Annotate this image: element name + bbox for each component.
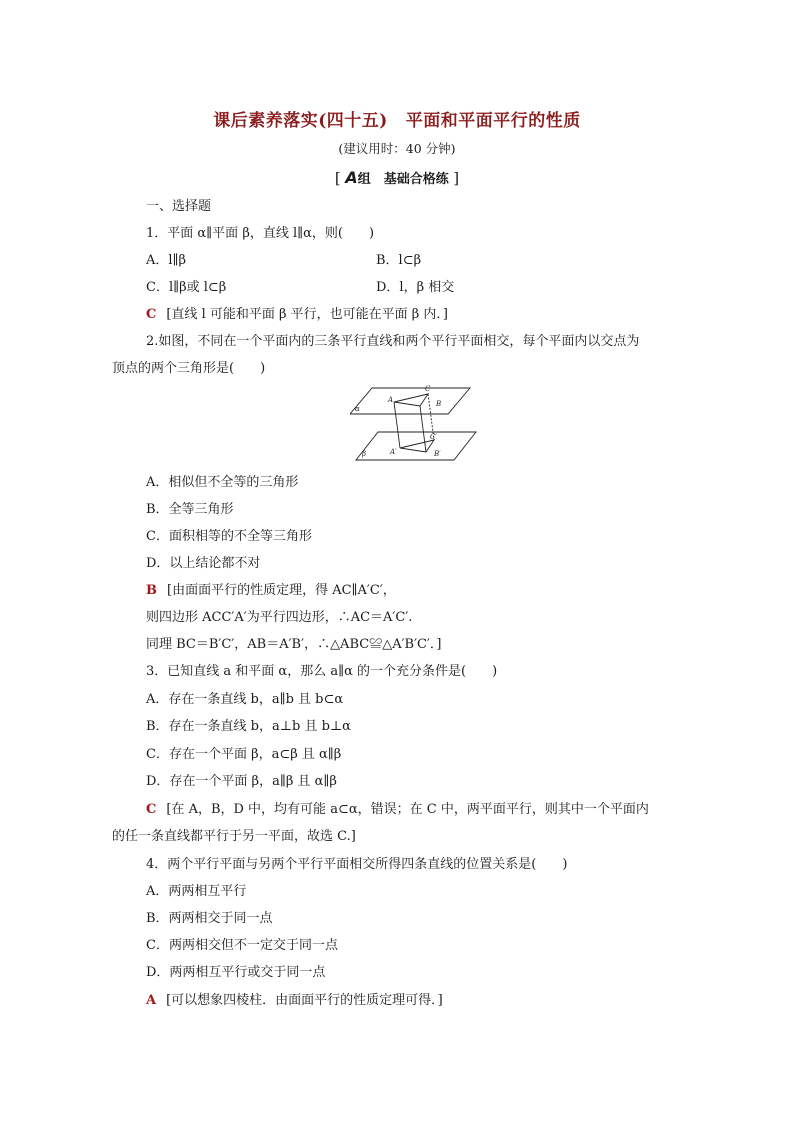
q4-explanation: [可以想象四棱柱．由面面平行的性质定理可得．]	[166, 993, 443, 1008]
q1-explanation: [直线 l 可能和平面 β 平行，也可能在平面 β 内．]	[166, 307, 448, 322]
title-main: 课后素养落实(四十五)	[213, 111, 388, 131]
label-b: B	[436, 400, 442, 408]
q1-answer-line	[146, 306, 448, 324]
q2-explanation-line3: 同理 BC＝B′C′，AB＝A′B′，∴△ABC≌△A′B′C′．]	[146, 637, 442, 652]
q1-stem: 1．平面 α∥平面 β，直线 l∥α，则( )	[146, 226, 375, 241]
plane-beta	[356, 432, 476, 460]
q3-explanation-line1: [在 A，B，D 中，均有可能 a⊂α，错误；在 C 中，两平面平行，则其中一个平面内	[166, 802, 649, 817]
q3-option-a: A．存在一条直线 b，a∥b 且 b⊂α	[146, 692, 344, 707]
q3-option-b: B．存在一条直线 b，a⊥b 且 b⊥α	[146, 719, 351, 734]
q2-option-d: D．以上结论都不对	[146, 556, 261, 571]
triangle-abc	[394, 394, 428, 406]
q3-option-c: C．存在一个平面 β，a⊂β 且 α∥β	[146, 747, 342, 762]
label-a1: A′	[390, 448, 397, 456]
q2-option-a: A．相似但不全等的三角形	[146, 475, 299, 490]
label-c1: C′	[430, 433, 437, 441]
q4-answer-line	[146, 992, 443, 1010]
q2-answer: B	[146, 583, 157, 598]
q1-option-a: A．l∥β	[146, 253, 187, 268]
q3-answer: C	[146, 802, 157, 817]
q1-option-d: D．l，β 相交	[376, 280, 455, 295]
page-title	[0, 106, 794, 131]
line-bb1	[420, 406, 426, 452]
q3-stem: 3．已知直线 a 和平面 α，那么 a∥α 的一个充分条件是( )	[146, 664, 498, 679]
q1-answer: C	[146, 307, 157, 322]
q4-option-d: D．两两相互平行或交于同一点	[146, 965, 326, 980]
q3-option-d: D．存在一个平面 β，a∥β 且 α∥β	[146, 774, 337, 789]
plane-alpha	[350, 388, 470, 414]
q4-option-c: C．两两相交但不一定交于同一点	[146, 938, 338, 953]
label-alpha: α	[355, 405, 360, 413]
q4-answer: A	[146, 993, 157, 1008]
section-heading: 一、选择题	[146, 199, 212, 214]
q2-answer-line	[146, 582, 396, 600]
q1-option-b: B．l⊂β	[376, 253, 422, 268]
q4-stem: 4．两个平行平面与另两个平行平面相交所得四条直线的位置关系是( )	[146, 857, 568, 872]
line-aa1	[394, 402, 400, 448]
label-beta: β	[362, 450, 367, 458]
q2-option-b: B．全等三角形	[146, 502, 234, 517]
parallel-planes-figure	[350, 380, 484, 466]
q1-option-c: C．l∥β或 l⊂β	[146, 280, 227, 295]
suggested-time: (建议用时：40 分钟)	[338, 141, 456, 156]
q2-stem-line2: 顶点的两个三角形是( )	[112, 361, 266, 376]
q2-explanation-line2: 则四边形 ACC′A′为平行四边形，∴AC＝A′C′.	[146, 610, 413, 625]
q4-option-a: A．两两相互平行	[146, 884, 247, 899]
q3-answer-line	[146, 801, 649, 819]
q3-explanation-line2: 的任一条直线都平行于另一平面，故选 C.]	[112, 829, 356, 844]
q2-option-c: C．面积相等的不全等三角形	[146, 529, 312, 544]
group-label: 组 基础合格练	[357, 172, 449, 187]
group-letter: A	[345, 168, 358, 187]
triangle-a1b1c1	[400, 440, 434, 452]
label-b1: B′	[434, 450, 441, 458]
title-sub: 平面和平面平行的性质	[405, 111, 581, 131]
label-c: C	[425, 385, 431, 393]
q2-explanation-line1: [由面面平行的性质定理，得 AC∥A′C′，	[167, 583, 396, 598]
q2-stem-line1: 2.如图，不同在一个平面内的三条平行直线和两个平行平面相交，每个平面内以交点为	[146, 334, 640, 349]
label-a: A	[388, 396, 394, 404]
q4-option-b: B．两两相交于同一点	[146, 911, 273, 926]
group-heading: [ A组 基础合格练 ]	[334, 168, 460, 187]
